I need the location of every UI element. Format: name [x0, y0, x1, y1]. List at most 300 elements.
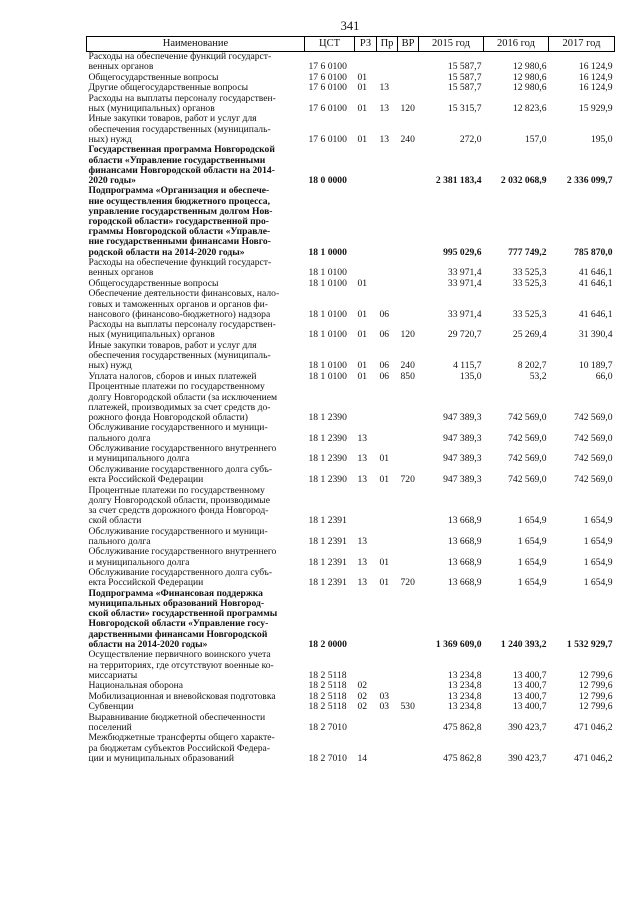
row-name-line: Иные закупки товаров, работ и услуг для: [88, 114, 257, 125]
cell-rz: 01: [357, 278, 368, 289]
row-name-line: родской области на 2014-2020 годы»: [88, 246, 245, 258]
cell-2016: 33 525,3: [512, 308, 547, 320]
cell-rz: [355, 589, 377, 651]
row-name-line: рожного фонда Новгородской области): [88, 411, 248, 423]
cell-pr: 06: [379, 329, 390, 341]
row-name: [87, 547, 305, 568]
table-row: [87, 547, 615, 568]
row-name-line: области на 2014-2020 годы»: [88, 638, 208, 650]
row-name-line: граммы Новгородской области «Управле-: [88, 226, 271, 238]
cell-cst: 18 1 2391: [308, 535, 347, 547]
cell-2015: 1 369 609,0: [435, 638, 482, 650]
budget-table: [86, 36, 615, 764]
column-header-rz: РЗ: [355, 37, 377, 52]
cell-vr: 720: [400, 474, 415, 486]
cell-vr: [398, 382, 419, 423]
cell-cst: 18 2 5118: [308, 681, 347, 692]
table-row: [87, 73, 615, 84]
cell-cst: 17 6 0100: [308, 133, 347, 145]
row-name: [87, 186, 305, 258]
cell-2015: 947 389,3: [443, 474, 482, 486]
row-name: [87, 341, 305, 372]
row-name-line: Процентные платежи по государственному: [88, 485, 265, 496]
cell-2016: 1 654,9: [517, 577, 547, 589]
row-name-line: Уплата налогов, сборов и иных платежей: [88, 371, 257, 382]
row-name: [87, 650, 305, 681]
row-name-line: Подпрограмма «Организация и обеспече-: [88, 186, 270, 197]
cell-cst: 18 2 0000: [308, 638, 347, 650]
cell-cst: 18 1 2391: [308, 577, 347, 589]
cell-cst: 18 2 5118: [308, 669, 347, 681]
row-name-line: ра бюджетам субъектов Российской Федера-: [88, 742, 270, 754]
row-name-line: городской области» государственной про-: [88, 216, 269, 228]
cell-rz: 01: [357, 83, 368, 94]
row-name-line: Расходы на обеспечение функций государст-: [88, 258, 272, 269]
cell-vr: [398, 692, 419, 703]
row-name-line: за счет средств дорожного фонда Новгород-: [88, 504, 269, 516]
cell-rz: 02: [357, 681, 368, 692]
cell-2015: 15 587,7: [447, 61, 482, 73]
cell-pr: [377, 186, 398, 258]
cell-2015: 13 668,9: [447, 556, 482, 568]
cell-vr: [398, 73, 419, 84]
table-row: [87, 186, 615, 258]
table-row: [87, 258, 615, 279]
cell-vr: [398, 681, 419, 692]
cell-2015: 33 971,4: [447, 278, 482, 289]
cell-2015: 475 862,8: [443, 752, 482, 764]
row-name-line: Подпрограмма «Финансовая поддержка: [88, 588, 263, 599]
row-name: [87, 527, 305, 548]
row-name-line: екта Российской Федерации: [88, 577, 204, 589]
row-name: [87, 320, 305, 341]
cell-vr: [398, 589, 419, 651]
row-name-line: Расходы на выплаты персоналу государствен-: [88, 93, 276, 104]
row-name: [87, 589, 305, 651]
row-name-line: нансового (финансово-бюджетного) надзора: [88, 308, 271, 320]
cell-2017: 2 336 099,7: [566, 174, 613, 186]
table-row: [87, 289, 615, 320]
table-row: [87, 114, 615, 145]
cell-vr: [398, 289, 419, 320]
cell-rz: 13: [357, 535, 368, 547]
cell-2016: 33 525,3: [512, 267, 547, 279]
row-name-line: ции и муниципальных образований: [88, 752, 234, 764]
cell-2017: 12 799,6: [578, 691, 613, 702]
cell-2015: 15 587,7: [447, 83, 482, 94]
row-name-line: Обслуживание государственного и муници-: [88, 526, 268, 537]
row-name-line: ных) нужд: [88, 133, 132, 145]
cell-pr: 06: [379, 371, 390, 382]
cell-cst: 18 1 0100: [308, 371, 347, 382]
cell-cst: 18 1 0100: [308, 308, 347, 320]
cell-2016: 1 654,9: [517, 556, 547, 568]
row-name-line: пального долга: [88, 432, 151, 444]
row-name-line: платежей, производимых за счет средств до-: [88, 401, 271, 413]
cell-cst: 18 2 5118: [308, 691, 347, 702]
cell-rz: 01: [357, 308, 368, 320]
table-row: [87, 423, 615, 444]
cell-2015: 13 234,8: [447, 681, 482, 692]
cell-rz: 13: [357, 474, 368, 486]
cell-rz: 02: [357, 691, 368, 702]
cell-2016: 742 569,0: [508, 432, 547, 444]
cell-rz: [355, 486, 377, 527]
cell-cst: 17 6 0100: [308, 72, 347, 83]
cell-rz: [355, 145, 377, 186]
cell-pr: [377, 486, 398, 527]
cell-2016: 1 654,9: [517, 515, 547, 527]
row-name: [87, 423, 305, 444]
row-name-line: и муниципального долга: [88, 556, 190, 568]
cell-cst: 18 2 5118: [308, 702, 347, 713]
cell-vr: [398, 186, 419, 258]
cell-2016: 2 032 068,9: [500, 174, 547, 186]
row-name-line: долгу Новгородской области (за исключением: [88, 391, 278, 403]
row-name-line: Обслуживание государственного долга субъ-: [88, 464, 273, 475]
cell-2016: 12 980,6: [512, 72, 547, 83]
cell-cst: 18 1 2390: [308, 474, 347, 486]
cell-cst: 18 2 7010: [308, 752, 347, 764]
cell-2017: 41 646,1: [578, 278, 613, 289]
cell-rz: 01: [357, 72, 368, 83]
table-row: [87, 145, 615, 186]
row-name-line: Расходы на выплаты персоналу государствен-: [88, 320, 276, 331]
cell-2016: 13 400,7: [512, 669, 547, 681]
cell-vr: [398, 547, 419, 568]
cell-2016: 777 749,2: [508, 246, 547, 258]
cell-2017: 15 929,9: [578, 102, 613, 114]
cell-2015: 272,0: [459, 133, 482, 145]
cell-2017: 16 124,9: [578, 61, 613, 73]
cell-2015: 15 315,7: [447, 102, 482, 114]
table-row: [87, 650, 615, 681]
cell-rz: [355, 713, 377, 734]
cell-pr: [377, 527, 398, 548]
table-row: [87, 52, 615, 73]
cell-cst: 18 1 0100: [308, 278, 347, 289]
table-row: [87, 372, 615, 383]
cell-2017: 16 124,9: [578, 72, 613, 83]
cell-vr: [398, 444, 419, 465]
cell-cst: 17 6 0100: [308, 61, 347, 73]
row-name-line: дарственными финансами Новгородской: [88, 628, 268, 640]
row-name: [87, 114, 305, 145]
cell-2017: 195,0: [590, 133, 613, 145]
cell-cst: 18 1 0100: [308, 267, 347, 279]
column-header-2016: 2016 год: [484, 37, 549, 52]
cell-2016: 157,0: [524, 133, 547, 145]
cell-2016: 25 269,4: [512, 329, 547, 341]
cell-2015: 15 587,7: [447, 72, 482, 83]
row-name-line: обеспечения государственных (муниципаль-: [88, 123, 271, 135]
cell-rz: 14: [357, 752, 368, 764]
table-row: [87, 733, 615, 764]
cell-cst: 18 1 2391: [308, 515, 347, 527]
cell-rz: [355, 258, 377, 279]
table-body: [87, 52, 615, 765]
cell-pr: [377, 382, 398, 423]
cell-2016: 390 423,7: [508, 721, 547, 733]
table-row: [87, 702, 615, 713]
row-name-line: ных) нужд: [88, 360, 132, 372]
cell-2015: 29 720,7: [447, 329, 482, 341]
cell-2016: 13 400,7: [512, 702, 547, 713]
cell-cst: 17 6 0100: [308, 83, 347, 94]
row-name-line: Общегосударственные вопросы: [88, 72, 219, 83]
row-name: [87, 145, 305, 186]
cell-2015: 947 389,3: [443, 453, 482, 465]
cell-2017: 1 654,9: [583, 515, 613, 527]
row-name-line: говых и таможенных органов и органов фи-: [88, 298, 268, 310]
table-row: [87, 382, 615, 423]
row-name-line: Обслуживание государственного и муници-: [88, 423, 268, 434]
cell-2017: 742 569,0: [574, 411, 613, 423]
cell-pr: 13: [379, 102, 390, 114]
row-name: [87, 289, 305, 320]
cell-2017: 1 654,9: [583, 556, 613, 568]
cell-rz: 02: [357, 702, 368, 713]
row-name-line: обеспечения государственных (муниципаль-: [88, 350, 271, 362]
cell-pr: 03: [379, 691, 390, 702]
cell-pr: [377, 423, 398, 444]
table-row: [87, 465, 615, 486]
cell-pr: 01: [379, 577, 390, 589]
row-name-line: Мобилизационная и вневойсковая подготовка: [88, 691, 276, 702]
cell-2016: 742 569,0: [508, 411, 547, 423]
cell-2017: 742 569,0: [574, 474, 613, 486]
cell-cst: 18 1 2391: [308, 556, 347, 568]
cell-2015: 2 381 183,4: [435, 174, 482, 186]
row-name: [87, 73, 305, 84]
table-row: [87, 589, 615, 651]
cell-pr: [377, 52, 398, 73]
row-name: [87, 94, 305, 115]
cell-vr: [398, 713, 419, 734]
cell-cst: 18 1 0100: [308, 360, 347, 372]
cell-vr: 240: [400, 133, 415, 145]
cell-pr: 03: [379, 702, 390, 713]
cell-2017: 742 569,0: [574, 453, 613, 465]
column-header-cst: ЦСТ: [305, 37, 355, 52]
cell-rz: 13: [357, 577, 368, 589]
cell-pr: [377, 733, 398, 764]
cell-2016: 12 980,6: [512, 83, 547, 94]
table-row: [87, 279, 615, 290]
column-header-2017: 2017 год: [549, 37, 615, 52]
row-name: [87, 83, 305, 94]
table-row: [87, 568, 615, 589]
row-name-line: ние осуществления бюджетного процесса,: [88, 195, 270, 207]
cell-2016: 1 654,9: [517, 535, 547, 547]
cell-cst: 18 1 2390: [308, 411, 347, 423]
table-row: [87, 692, 615, 703]
cell-2016: 742 569,0: [508, 453, 547, 465]
cell-pr: 06: [379, 308, 390, 320]
cell-vr: [398, 83, 419, 94]
cell-vr: [398, 258, 419, 279]
column-header-vr: ВР: [398, 37, 419, 52]
row-name: [87, 382, 305, 423]
cell-vr: [398, 145, 419, 186]
table-row: [87, 341, 615, 372]
row-name: [87, 372, 305, 383]
row-name-line: ской области: [88, 515, 142, 527]
cell-2015: 13 234,8: [447, 691, 482, 702]
row-name: [87, 692, 305, 703]
row-name-line: ской области» государственной программы: [88, 608, 278, 620]
row-name: [87, 713, 305, 734]
cell-2016: 12 980,6: [512, 61, 547, 73]
cell-2016: 8 202,7: [517, 360, 547, 372]
row-name: [87, 702, 305, 713]
row-name: [87, 733, 305, 764]
cell-2016: 1 240 393,2: [500, 638, 547, 650]
cell-2015: 947 389,3: [443, 411, 482, 423]
cell-cst: 18 1 2390: [308, 453, 347, 465]
cell-2017: 41 646,1: [578, 308, 613, 320]
cell-rz: [355, 382, 377, 423]
cell-2016: 390 423,7: [508, 752, 547, 764]
cell-vr: 530: [400, 702, 415, 713]
cell-pr: [377, 73, 398, 84]
row-name-line: ных (муниципальных) органов: [88, 329, 215, 341]
cell-pr: 01: [379, 556, 390, 568]
row-name-line: Другие общегосударственные вопросы: [88, 83, 249, 94]
row-name-line: и муниципального долга: [88, 453, 190, 465]
row-name: [87, 444, 305, 465]
row-name-line: Осуществление первичного воинского учета: [88, 650, 271, 661]
row-name-line: долгу Новгородской области, производимые: [88, 494, 270, 506]
cell-rz: 13: [357, 432, 368, 444]
row-name-line: области «Управление государственными: [88, 154, 266, 166]
cell-vr: 720: [400, 577, 415, 589]
cell-2015: 947 389,3: [443, 432, 482, 444]
cell-vr: [398, 527, 419, 548]
cell-pr: [377, 145, 398, 186]
cell-vr: [398, 650, 419, 681]
cell-vr: [398, 486, 419, 527]
row-name: [87, 486, 305, 527]
cell-pr: 13: [379, 133, 390, 145]
cell-rz: 01: [357, 102, 368, 114]
cell-cst: 17 6 0100: [308, 102, 347, 114]
row-name-line: Субвенции: [88, 702, 134, 713]
cell-rz: 01: [357, 360, 368, 372]
row-name-line: муниципальных образований Новгород-: [88, 598, 265, 609]
cell-pr: 01: [379, 453, 390, 465]
cell-pr: [377, 681, 398, 692]
table-row: [87, 320, 615, 341]
cell-2017: 41 646,1: [578, 267, 613, 279]
cell-vr: [398, 733, 419, 764]
cell-2015: 13 668,9: [447, 515, 482, 527]
row-name-line: венных органов: [88, 267, 154, 279]
cell-rz: [355, 650, 377, 681]
row-name-line: екта Российской Федерации: [88, 474, 204, 486]
cell-2016: 53,2: [529, 371, 547, 382]
cell-vr: 850: [400, 371, 415, 382]
cell-2015: 995 029,6: [443, 246, 482, 258]
column-header-2015: 2015 год: [419, 37, 484, 52]
cell-pr: [377, 589, 398, 651]
cell-vr: 120: [400, 102, 415, 114]
cell-2017: 12 799,6: [578, 669, 613, 681]
column-header-pr: Пр: [377, 37, 398, 52]
cell-2017: 1 532 929,7: [566, 638, 613, 650]
cell-rz: 13: [357, 556, 368, 568]
cell-2017: 742 569,0: [574, 432, 613, 444]
row-name-line: венных органов: [88, 61, 154, 73]
cell-cst: 18 1 2390: [308, 432, 347, 444]
row-name-line: Иные закупки товаров, работ и услуг для: [88, 340, 257, 351]
cell-rz: [355, 186, 377, 258]
cell-2017: 31 390,4: [578, 329, 613, 341]
row-name: [87, 681, 305, 692]
page-number: 341: [340, 19, 360, 33]
row-name-line: Обслуживание государственного долга субъ-: [88, 568, 273, 579]
row-name: [87, 568, 305, 589]
cell-cst: 18 2 7010: [308, 721, 347, 733]
cell-cst: 18 1 0000: [308, 246, 347, 258]
cell-2016: 742 569,0: [508, 474, 547, 486]
cell-2016: 12 823,6: [512, 102, 547, 114]
row-name-line: ние государственными финансами Новго-: [88, 236, 271, 248]
row-name: [87, 465, 305, 486]
cell-vr: [398, 279, 419, 290]
table-row: [87, 681, 615, 692]
cell-pr: [377, 258, 398, 279]
table-row: [87, 713, 615, 734]
cell-rz: 01: [357, 329, 368, 341]
row-name-line: Обслуживание государственного внутреннего: [88, 547, 277, 558]
cell-2016: 13 400,7: [512, 691, 547, 702]
cell-2015: 13 234,8: [447, 702, 482, 713]
row-name-line: миссариаты: [88, 669, 138, 681]
cell-2017: 10 189,7: [578, 360, 613, 372]
row-name-line: Выравнивание бюджетной обеспеченности: [88, 712, 266, 723]
cell-vr: 120: [400, 329, 415, 341]
row-name-line: Обслуживание государственного внутреннего: [88, 444, 277, 455]
row-name-line: Государственная программа Новгородской: [88, 145, 275, 156]
cell-pr: 06: [379, 360, 390, 372]
cell-vr: 240: [400, 360, 415, 372]
cell-2015: 4 115,7: [453, 360, 482, 372]
row-name-line: Обеспечение деятельности финансовых, нало-: [88, 289, 280, 300]
cell-2015: 13 668,9: [447, 535, 482, 547]
row-name-line: ных (муниципальных) органов: [88, 102, 215, 114]
row-name: [87, 258, 305, 279]
cell-pr: [377, 650, 398, 681]
row-name-line: Национальная оборона: [88, 681, 184, 692]
row-name: [87, 52, 305, 73]
row-name-line: 2020 годы»: [88, 174, 136, 186]
row-name-line: на территориях, где отсутствуют военные ко-: [88, 659, 274, 671]
cell-2015: 33 971,4: [447, 308, 482, 320]
row-name-line: поселений: [88, 721, 132, 733]
cell-pr: 13: [379, 83, 390, 94]
row-name-line: пального долга: [88, 535, 151, 547]
table-row: [87, 94, 615, 115]
cell-vr: [398, 52, 419, 73]
cell-pr: [377, 713, 398, 734]
table-header: [87, 37, 615, 52]
cell-2017: 785 870,0: [574, 246, 613, 258]
document-page: [86, 16, 614, 764]
table-row: [87, 83, 615, 94]
cell-2017: 471 046,2: [574, 721, 613, 733]
cell-2015: 13 668,9: [447, 577, 482, 589]
